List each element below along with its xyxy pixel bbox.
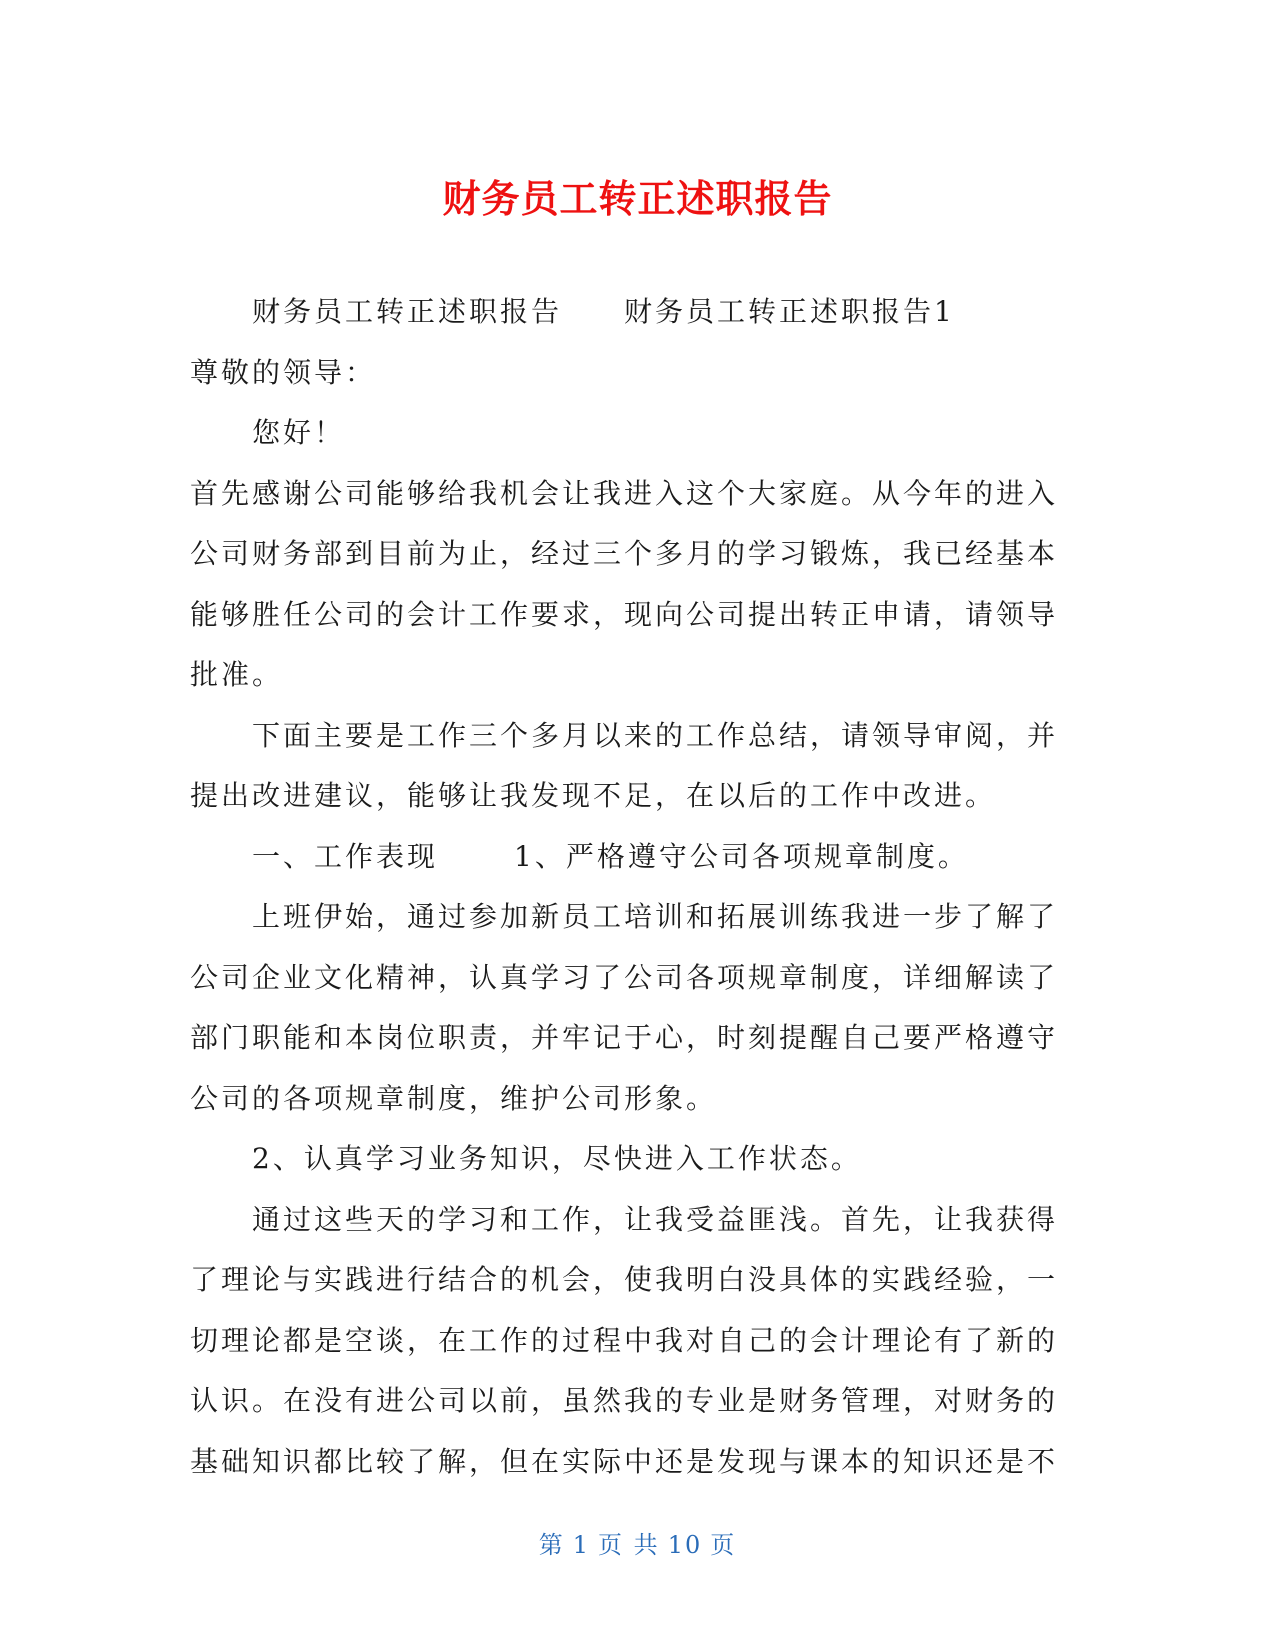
page-footer [0,1525,1275,1560]
body-line [190,294,1058,355]
body-line: 批准。 [190,658,284,691]
body-line: 能够胜任公司的会计工作要求，现向公司提出转正申请，请领导 [190,597,1059,631]
body-line [190,839,1058,900]
document-body [190,294,1058,1504]
section-heading: 一、工作表现 [252,839,439,873]
footer-total-pages: 10 [667,1531,703,1559]
body-line: 提出改进建议，能够让我发现不足，在以后的工作中改进。 [190,779,997,812]
body-line: 部门职能和本岗位职责，并牢记于心，时刻提醒自己要严格遵守 [190,1021,1059,1054]
body-line: 上班伊始，通过参加新员工培训和拓展训练我进一步了解了 [252,900,1059,933]
body-line: 了理论与实践进行结合的机会，使我明白没具体的实践经验，一 [190,1263,1059,1296]
footer-page-number: 1 [572,1531,591,1559]
body-line: 认识。在没有进公司以前，虽然我的专业是财务管理，对财务的 [190,1384,1059,1417]
body-line: 公司的各项规章制度，维护公司形象。 [190,1081,718,1115]
footer-prefix: 第 [538,1531,565,1559]
body-line: 公司财务部到目前为止，经过三个多月的学习锻炼，我已经基本 [190,537,1059,570]
footer-middle: 页 共 [598,1531,660,1559]
body-line: 您好！ [252,416,346,449]
body-line: 2、认真学习业务知识，尽快进入工作状态。 [252,1142,862,1175]
heading-text-numbered: 财务员工转正述职报告1 [624,295,955,328]
heading-text: 财务员工转正述职报告 [252,295,563,328]
body-line: 下面主要是工作三个多月以来的工作总结，请领导审阅，并 [252,718,1059,752]
body-line: 切理论都是空谈，在工作的过程中我对自己的会计理论有了新的 [190,1323,1059,1357]
body-line: 尊敬的领导： [190,355,377,389]
body-line: 基础知识都比较了解，但在实际中还是发现与课本的知识还是不 [190,1444,1059,1478]
document-title: 财务员工转正述职报告 [442,177,833,221]
subsection-heading: 1、严格遵守公司各项规章制度。 [514,839,969,873]
body-line: 通过这些天的学习和工作，让我受益匪浅。首先，让我获得 [252,1202,1059,1236]
footer-suffix: 页 [710,1531,737,1559]
body-line: 公司企业文化精神，认真学习了公司各项规章制度，详细解读了 [190,960,1059,994]
body-line: 首先感谢公司能够给我机会让我进入这个大家庭。从今年的进入 [190,476,1059,510]
